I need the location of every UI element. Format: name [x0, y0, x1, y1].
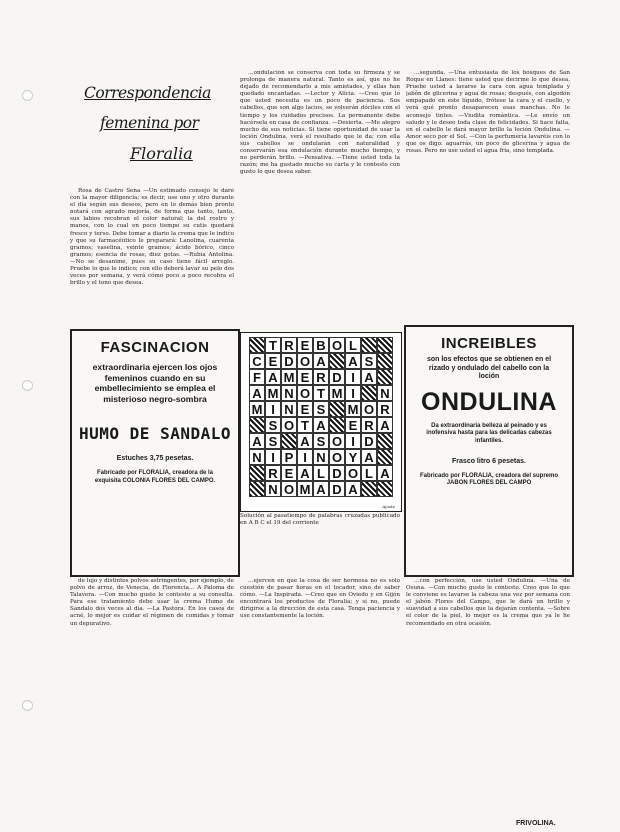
crossword-letter-cell: A [377, 417, 393, 433]
crossword-letter-cell: O [361, 401, 377, 417]
article-text: …segunda. —Una entusiasta de los bosques de San Roque en Llanes: tiene usted que decirme lo que desea. Pruebe usted a lavarse la cara con agua templada y jabón de glicerina y agua de rosas; después, con algodón empapado en este líquido, frótese la cara y el cuello, y verá qué pronto desaparecen esas manchas. No le aconsejo tintes. —Viudita romántica. —Le envío un saludo y le deseo toda clase de felicidades. Si hace falta, en el cabello le dará mayor brillo la loción Ondulina. —Amor seco por el Sol. —Con la perfumería lavaréis con lo que os digo: aguarrás, un poco de glicerina y agua de rosas. Pero no use usted el agua fría, sino templada. [406, 70, 570, 155]
crossword-caption: Solución al pasatiempo de palabras cruzadas publicado en A B C el 19 del corriente [240, 513, 400, 526]
crossword-letter-cell: D [329, 465, 345, 481]
crossword-letter-cell: L [345, 337, 361, 353]
crossword-black-cell [329, 401, 345, 417]
crossword-black-cell [377, 433, 393, 449]
crossword-letter-cell: L [361, 465, 377, 481]
crossword-letter-cell: T [297, 417, 313, 433]
crossword-letter-cell: A [313, 481, 329, 497]
crossword-letter-cell: A [265, 369, 281, 385]
crossword-letter-cell: A [297, 465, 313, 481]
crossword-letter-cell: N [249, 449, 265, 465]
crossword-black-cell [329, 417, 345, 433]
crossword-letter-cell: I [297, 449, 313, 465]
crossword-letter-cell: O [297, 385, 313, 401]
crossword-letter-cell: S [313, 433, 329, 449]
crossword-black-cell [377, 353, 393, 369]
crossword-letter-cell: R [361, 417, 377, 433]
crossword-letter-cell: M [329, 385, 345, 401]
crossword-letter-cell: C [249, 353, 265, 369]
crossword-grid [249, 337, 393, 499]
crossword-black-cell [377, 369, 393, 385]
crossword-letter-cell: S [313, 401, 329, 417]
crossword-letter-cell: R [377, 401, 393, 417]
advert-title: FASCINACION [100, 339, 210, 356]
binder-hole [22, 700, 33, 711]
crossword-letter-cell: D [281, 353, 297, 369]
advert-ondulina [404, 325, 574, 577]
column-header [78, 70, 226, 180]
crossword-letter-cell: M [297, 481, 313, 497]
binder-hole [22, 380, 33, 391]
crossword-letter-cell: E [297, 337, 313, 353]
article-text: …ondulación se conserva con toda su firmeza y se prolonga de manera natural. Tanto es así, que no he dejado de recomendarlo a mis amistades, y ellas han quedado encantadas. —Lector y Alicia. —Creo que lo que usted necesita es un poco de paciencia. Sus cabellos, que son algo lacios, se volverán dóciles con el tiempo y los cuidados precisos. La permanente debe hacérsela en casa de confianza. —Desierta. —Me alegro mucho de sus noticias. Si tiene oportunidad de usar la loción Ondulina, verá el resultado que le da; con ella sus cabellos se ondularán con naturalidad y conservarán esa ondulación durante mucho tiempo, y no perderán brillo. —Pensativa. —Tiene usted toda la razón; me ha gustado mucho su carta y le contesto con gusto lo que desea saber. [240, 70, 400, 176]
crossword-letter-cell: O [297, 353, 313, 369]
crossword-letter-cell: A [345, 481, 361, 497]
crossword-letter-cell: O [345, 465, 361, 481]
advert-price: Frasco litro 6 pesetas. [452, 457, 526, 465]
crossword-black-cell [361, 337, 377, 353]
crossword-letter-cell: M [345, 401, 361, 417]
crossword-letter-cell: A [249, 385, 265, 401]
crossword-letter-cell: T [313, 385, 329, 401]
crossword-letter-cell: I [265, 401, 281, 417]
article-text: …con perfección, use usted Ondulina. —Una de Osuna. —Con mucho gusto le contesto. Creo que lo que le conviene es lavarse la cabeza una vez por semana con el jabón Flores del Campo, que le dará un brillo y suavidad a sus cabellos que la dejarán contenta. —Sobre el color de la piel, lo mejor es la crema que ya le he recomendado en otra ocasión. [406, 578, 570, 627]
article-column-c [406, 70, 570, 320]
article-column-f [406, 578, 570, 813]
crossword-letter-cell: I [345, 385, 361, 401]
article-column-b [240, 70, 400, 326]
crossword-letter-cell: A [361, 449, 377, 465]
crossword-letter-cell: F [249, 369, 265, 385]
advert-title: INCREIBLES [441, 335, 537, 352]
crossword-letter-cell: S [361, 353, 377, 369]
crossword-letter-cell: O [281, 481, 297, 497]
crossword-letter-cell: O [329, 449, 345, 465]
crossword-letter-cell: S [265, 433, 281, 449]
advert-product-name: ONDULINA [421, 387, 557, 416]
crossword-letter-cell: N [377, 385, 393, 401]
crossword-letter-cell: O [281, 417, 297, 433]
crossword-letter-cell: T [265, 337, 281, 353]
crossword-black-cell [361, 385, 377, 401]
crossword-black-cell [249, 465, 265, 481]
crossword-letter-cell: B [313, 337, 329, 353]
crossword-letter-cell: N [281, 385, 297, 401]
crossword-letter-cell: Y [345, 449, 361, 465]
crossword-black-cell [249, 417, 265, 433]
article-text: Rosa de Castro Sena —Un estimado consejo le daré con la mayor diligencia; es decir, use uno y otro durante el día según sus deseos, pero en lo demás bien pronto notará con agrado mejoría, de forma que tanto, tanto, sus labios recobran el color natural; la del rostro y manos, con lo cual en poco tiempo su cutis quedará fresco y terso. Debe tomar a diario la crema que le indico y que su farmacéutico le preparará: Lanolina, cuarenta gramos; vaselina, veinte gramos; ácido bórico, cinco gramos; esencia de rosas, diez gotas. —Rubia Antolina. —No se desanime, pues su caso tiene fácil arreglo. Pruebe lo que le indico; con ello deberá lavar su pelo dos veces por semana, y verá cómo poco a poco recobra el brillo y el tono que desea. [70, 188, 234, 287]
author-signoff: FRIVOLINA. [516, 820, 556, 827]
crossword-letter-cell: E [345, 417, 361, 433]
crossword-black-cell [377, 449, 393, 465]
crossword-letter-cell: N [281, 401, 297, 417]
advert-humo-de-sandalo [70, 329, 240, 577]
crossword-black-cell [361, 481, 377, 497]
crossword-letter-cell: A [313, 353, 329, 369]
crossword-letter-cell: A [377, 465, 393, 481]
crossword-letter-cell: N [313, 449, 329, 465]
crossword-letter-cell: D [329, 369, 345, 385]
crossword-letter-cell: R [281, 337, 297, 353]
crossword-letter-cell: D [361, 433, 377, 449]
crossword-letter-cell: R [313, 369, 329, 385]
crossword-black-cell [249, 337, 265, 353]
article-text: …ejercen en que la cosa de ser hermosa no es solo cuestión de pasar horas en el tocador, sino de saber cómo. —La Inspirada. —Creo que en Oviedo y en Gijón encontrará los productos de Floralia; y si no, puede dirigirse a la dirección de esta casa. Tenga paciencia y use constantemente la loción. [240, 578, 400, 620]
crossword-letter-cell: A [345, 353, 361, 369]
crossword-letter-cell: M [281, 369, 297, 385]
crossword-black-cell [249, 481, 265, 497]
crossword-letter-cell: A [361, 369, 377, 385]
crossword-letter-cell: M [265, 385, 281, 401]
crossword-letter-cell: N [265, 481, 281, 497]
crossword-signature: Ajuste [382, 504, 395, 509]
crossword-letter-cell: S [265, 417, 281, 433]
crossword-letter-cell: E [265, 353, 281, 369]
crossword-black-cell [281, 433, 297, 449]
article-column-a [70, 188, 234, 324]
crossword-letter-cell: I [265, 449, 281, 465]
crossword-letter-cell: E [281, 465, 297, 481]
crossword-letter-cell: I [345, 369, 361, 385]
advert-price: Estuches 3,75 pesetas. [116, 455, 194, 462]
binder-hole [22, 90, 33, 101]
crossword-black-cell [377, 337, 393, 353]
crossword-letter-cell: I [345, 433, 361, 449]
crossword-letter-cell: R [265, 465, 281, 481]
advert-tagline: son los efectos que se obtienen en el rizado y ondulado del cabello con la loción [426, 356, 552, 381]
crossword-black-cell [377, 481, 393, 497]
crossword-letter-cell: E [297, 401, 313, 417]
header-line-2: femenina por [100, 114, 199, 132]
header-line-3: Floralia [130, 144, 193, 163]
advert-benefit: Da extraordinaria belleza al peinado y es inofensiva hasta para las delicadas cabezas infantiles. [426, 422, 552, 444]
crossword-black-cell [329, 353, 345, 369]
article-column-e [240, 578, 400, 815]
crossword-letter-cell: O [329, 433, 345, 449]
crossword-letter-cell: D [329, 481, 345, 497]
crossword-letter-cell: A [297, 433, 313, 449]
crossword-solution [240, 332, 402, 512]
crossword-letter-cell: A [313, 417, 329, 433]
article-text: de lujo y distintos polvos astringentes, por ejemplo, de polvo de arroz, de Venecia, de Florencia… A Paloma de Talavera. —Con mucho gusto le contesto a su consulta. Para ese tratamiento debe usar la crema Humo de Sandalo dos veces al día. —La Pastora. En los casos de acné, lo mejor es cuidar el régimen de comidas y tomar un depurativo. [70, 578, 234, 627]
article-column-d [70, 578, 234, 815]
advert-product-name: HUMO DE SANDALO [79, 424, 231, 443]
crossword-letter-cell: A [249, 433, 265, 449]
crossword-letter-cell: O [329, 337, 345, 353]
crossword-letter-cell: M [249, 401, 265, 417]
newspaper-page [70, 70, 570, 827]
crossword-letter-cell: L [313, 465, 329, 481]
advert-tagline: extraordinaria ejercen los ojos femeninos cuando en su embellecimiento se emplea el misterioso negro-sombra [92, 362, 218, 404]
crossword-letter-cell: P [281, 449, 297, 465]
crossword-letter-cell: E [297, 369, 313, 385]
advert-maker: Fabricado por FLORALIA, creadora del supremo JABON FLORES DEL CAMPO [419, 472, 559, 487]
header-line-1: Correspondencia [84, 84, 211, 102]
advert-maker: Fabricado por FLORALIA, creadora de la exquisita COLONIA FLORES DEL CAMPO. [94, 470, 216, 484]
